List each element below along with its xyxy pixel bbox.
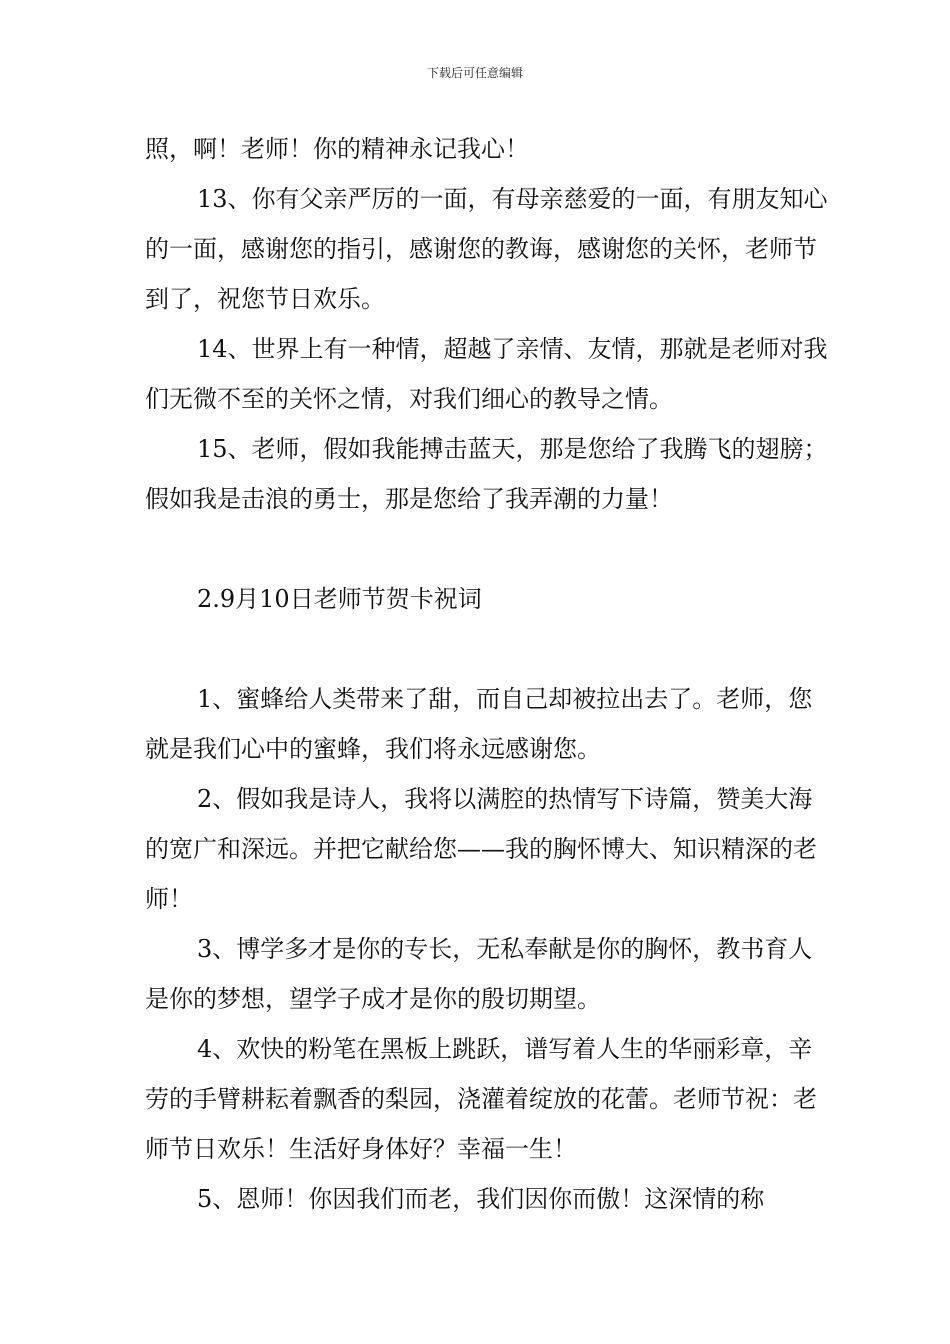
paragraph: 3、博学多才是你的专长，无私奉献是你的胸怀，教书育人是你的梦想，望学子成才是你的殷切期望。 <box>145 935 813 1013</box>
page-header: 下载后可任意编辑 <box>426 66 523 80</box>
paragraph: 14、世界上有一种情，超越了亲情、友情，那就是老师对我们无微不至的关怀之情，对我们细心的教导之情。 <box>145 335 828 413</box>
paragraph: 15、老师，假如我能搏击蓝天，那是您给了我腾飞的翅膀；假如我是击浪的勇士，那是您给了我弄潮的力量！ <box>145 435 828 513</box>
paragraph: 2、假如我是诗人，我将以满腔的热情写下诗篇，赞美大海的宽广和深远。并把它献给您——我的胸怀博大、知识精深的老师！ <box>145 785 817 913</box>
paragraph: 4、欢快的粉笔在黑板上跳跃，谱写着人生的华丽彩章，辛劳的手臂耕耘着飘香的梨园，浇灌着绽放的花蕾。老师节祝：老师节日欢乐！生活好身体好？幸福一生！ <box>145 1035 817 1163</box>
paragraph: 1、蜜蜂给人类带来了甜，而自己却被拉出去了。老师，您就是我们心中的蜜蜂，我们将永远感谢您。 <box>145 685 813 763</box>
paragraph: 照，啊！老师！你的精神永记我心！ <box>145 135 529 163</box>
section-heading: 2.9月10日老师节贺卡祝词 <box>197 585 482 613</box>
paragraph: 13、你有父亲严厉的一面，有母亲慈爱的一面，有朋友知心的一面，感谢您的指引，感谢您的教诲，感谢您的关怀，老师节到了，祝您节日欢乐。 <box>145 185 828 313</box>
paragraph: 5、恩师！你因我们而老，我们因你而傲！这深情的称 <box>197 1185 765 1213</box>
document-body <box>145 124 835 1224</box>
